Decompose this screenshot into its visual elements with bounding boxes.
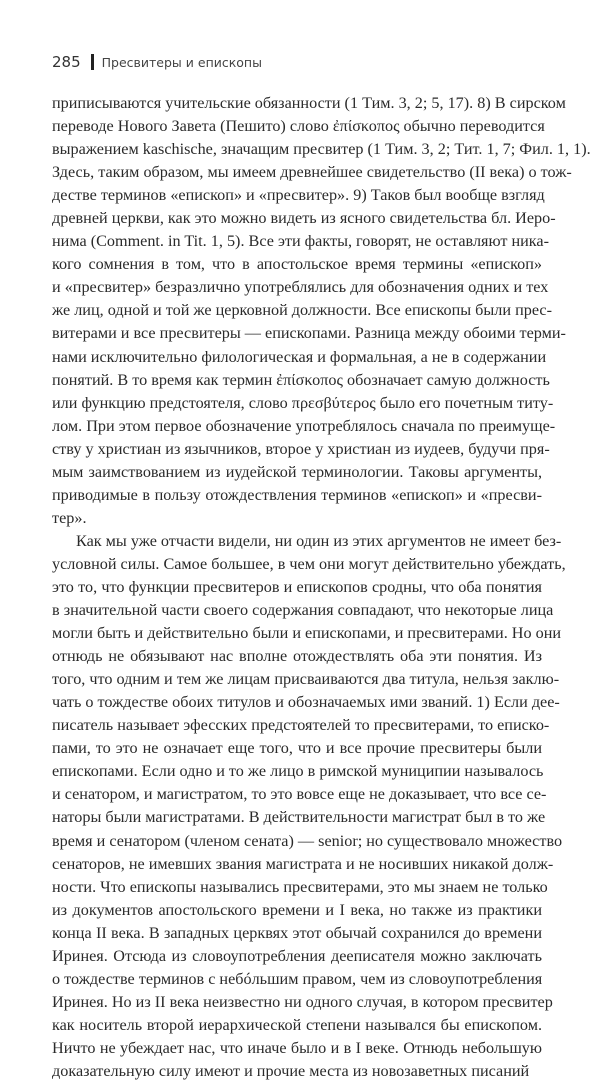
text-line: понятий. В то время как термин ἐπίσκοπος обозначает самую должность: [52, 370, 550, 389]
text-line: время и сенатором (членом сената) — senior; но существовало множество: [52, 831, 563, 850]
paragraph: [52, 92, 591, 530]
text-line: и сенатором, и магистратом, то это вовсе еще не доказывает, что все се-: [52, 785, 547, 804]
running-header: [52, 52, 262, 72]
body-text: [52, 92, 591, 1083]
text-line: и «пресвитер» безразлично употреблялись для обозначения одних и тех: [52, 278, 549, 297]
text-line: витерами и все пресвитеры — епископами. Разница между обоими терми-: [52, 324, 566, 343]
text-line: из документов апостольского времени и I века, но также из практики: [52, 900, 542, 919]
text-line: приводимые в пользу отождествления терминов «епископ» и «пресви-: [52, 485, 542, 504]
text-line: это то, что функции пресвитеров и епископов сродны, что оба понятия: [52, 577, 542, 596]
text-line: наторы были магистратами. В действительности магистрат был в то же: [52, 808, 546, 827]
text-line: как носитель второй иерархической степени назывался бы епископом.: [52, 1015, 542, 1034]
text-line: епископами. Если одно и то же лицо в римской муниципии называлось: [52, 762, 544, 781]
text-line: доказательную силу имеют и прочие места из новозаветных писаний: [52, 1061, 530, 1080]
text-line: могли быть и действительно были и епископами, и пресвитерами. Но они: [52, 624, 562, 643]
text-line: Иринея. Отсюда из словоупотребления деeписателя можно заключать: [52, 946, 542, 965]
text-line: тер».: [52, 508, 87, 527]
text-line: ству у христиан из язычников, второе у христиан из иудеев, будучи пря-: [52, 439, 550, 458]
text-line: Здесь, таким образом, мы имеем древнейшее свидетельство (II века) о тож-: [52, 163, 572, 182]
text-line: кого сомнения в том, что в апостольское время термины «епископ»: [52, 255, 542, 274]
text-line: чать о тождестве обоих титулов и обозначаемых ими званий. 1) Если дее-: [52, 693, 560, 712]
page-number: 285: [52, 53, 81, 71]
text-line: же лиц, одной и той же церковной должности. Все епископы были прес-: [52, 301, 552, 320]
text-line: о тождестве терминов с небóльшим правом, чем из словоупотребления: [52, 969, 543, 988]
text-line: нима (Comment. in Tit. 1, 5). Все эти факты, говорят, не оставляют ника-: [52, 232, 550, 251]
text-line: сенаторов, не имевших звания магистрата и не носивших никакой долж-: [52, 854, 554, 873]
text-line: выражением kaschische, значащим пресвитер (1 Тим. 3, 2; Тит. 1, 7; Фил. 1, 1).: [52, 140, 591, 159]
text-line: мым заимствованием из иудейской терминологии. Таковы аргументы,: [52, 462, 542, 481]
text-line: в значительной части своего содержания совпадают, что некоторые лица: [52, 601, 554, 620]
text-line: ности. Что епископы назывались пресвитерами, это мы знаем не только: [52, 877, 548, 896]
text-line: конца II века. В западных церквях этот обычай сохранился до времени: [52, 923, 542, 942]
text-line: пами, то это не означает еще того, что и все прочие пресвитеры были: [52, 739, 542, 758]
text-line: древней церкви, как это можно видеть из ясного свидетельства бл. Иеро-: [52, 209, 556, 228]
text-line: переводе Нового Завета (Пешито) слово ἐπίσκοπος обычно переводится: [52, 117, 545, 136]
paragraph: [52, 530, 566, 1083]
text-line: дестве терминов «епископ» и «пресвитер». 9) Таков был вообще взгляд: [52, 186, 545, 205]
text-line: Как мы уже отчасти видели, ни один из этих аргументов не имеет без-: [76, 531, 562, 550]
text-line: Ничто не убеждает нас, что иначе было и в I веке. Отнюдь небольшую: [52, 1038, 542, 1057]
text-line: нами исключительно филологическая и формальная, а не в содержании: [52, 347, 547, 366]
text-line: писатель называет эфесских предстоятелей то пресвитерами, то еписко-: [52, 716, 550, 735]
text-line: приписываются учительские обязанности (1 Тим. 3, 2; 5, 17). 8) В сирском: [52, 94, 566, 112]
text-line: того, что одним и тем же лицам присваиваются два титула, нельзя заклю-: [52, 670, 560, 689]
running-title: Пресвитеры и епископы: [101, 54, 262, 70]
text-line: или функцию предстоятеля, слово πρεσβύτερος было его почетным титу-: [52, 393, 554, 412]
text-line: лом. При этом первое обозначение употреблялось сначала по преимуще-: [52, 416, 556, 435]
text-line: Иринея. Но из II века неизвестно ни одного случая, в котором пресвитер: [52, 992, 553, 1011]
header-divider-bar: [91, 54, 94, 70]
text-line: условной силы. Самое большее, в чем они могут действительно убеждать,: [52, 554, 566, 573]
text-line: отнюдь не обязывают нас вполне отождествлять оба эти понятия. Из: [52, 647, 542, 666]
